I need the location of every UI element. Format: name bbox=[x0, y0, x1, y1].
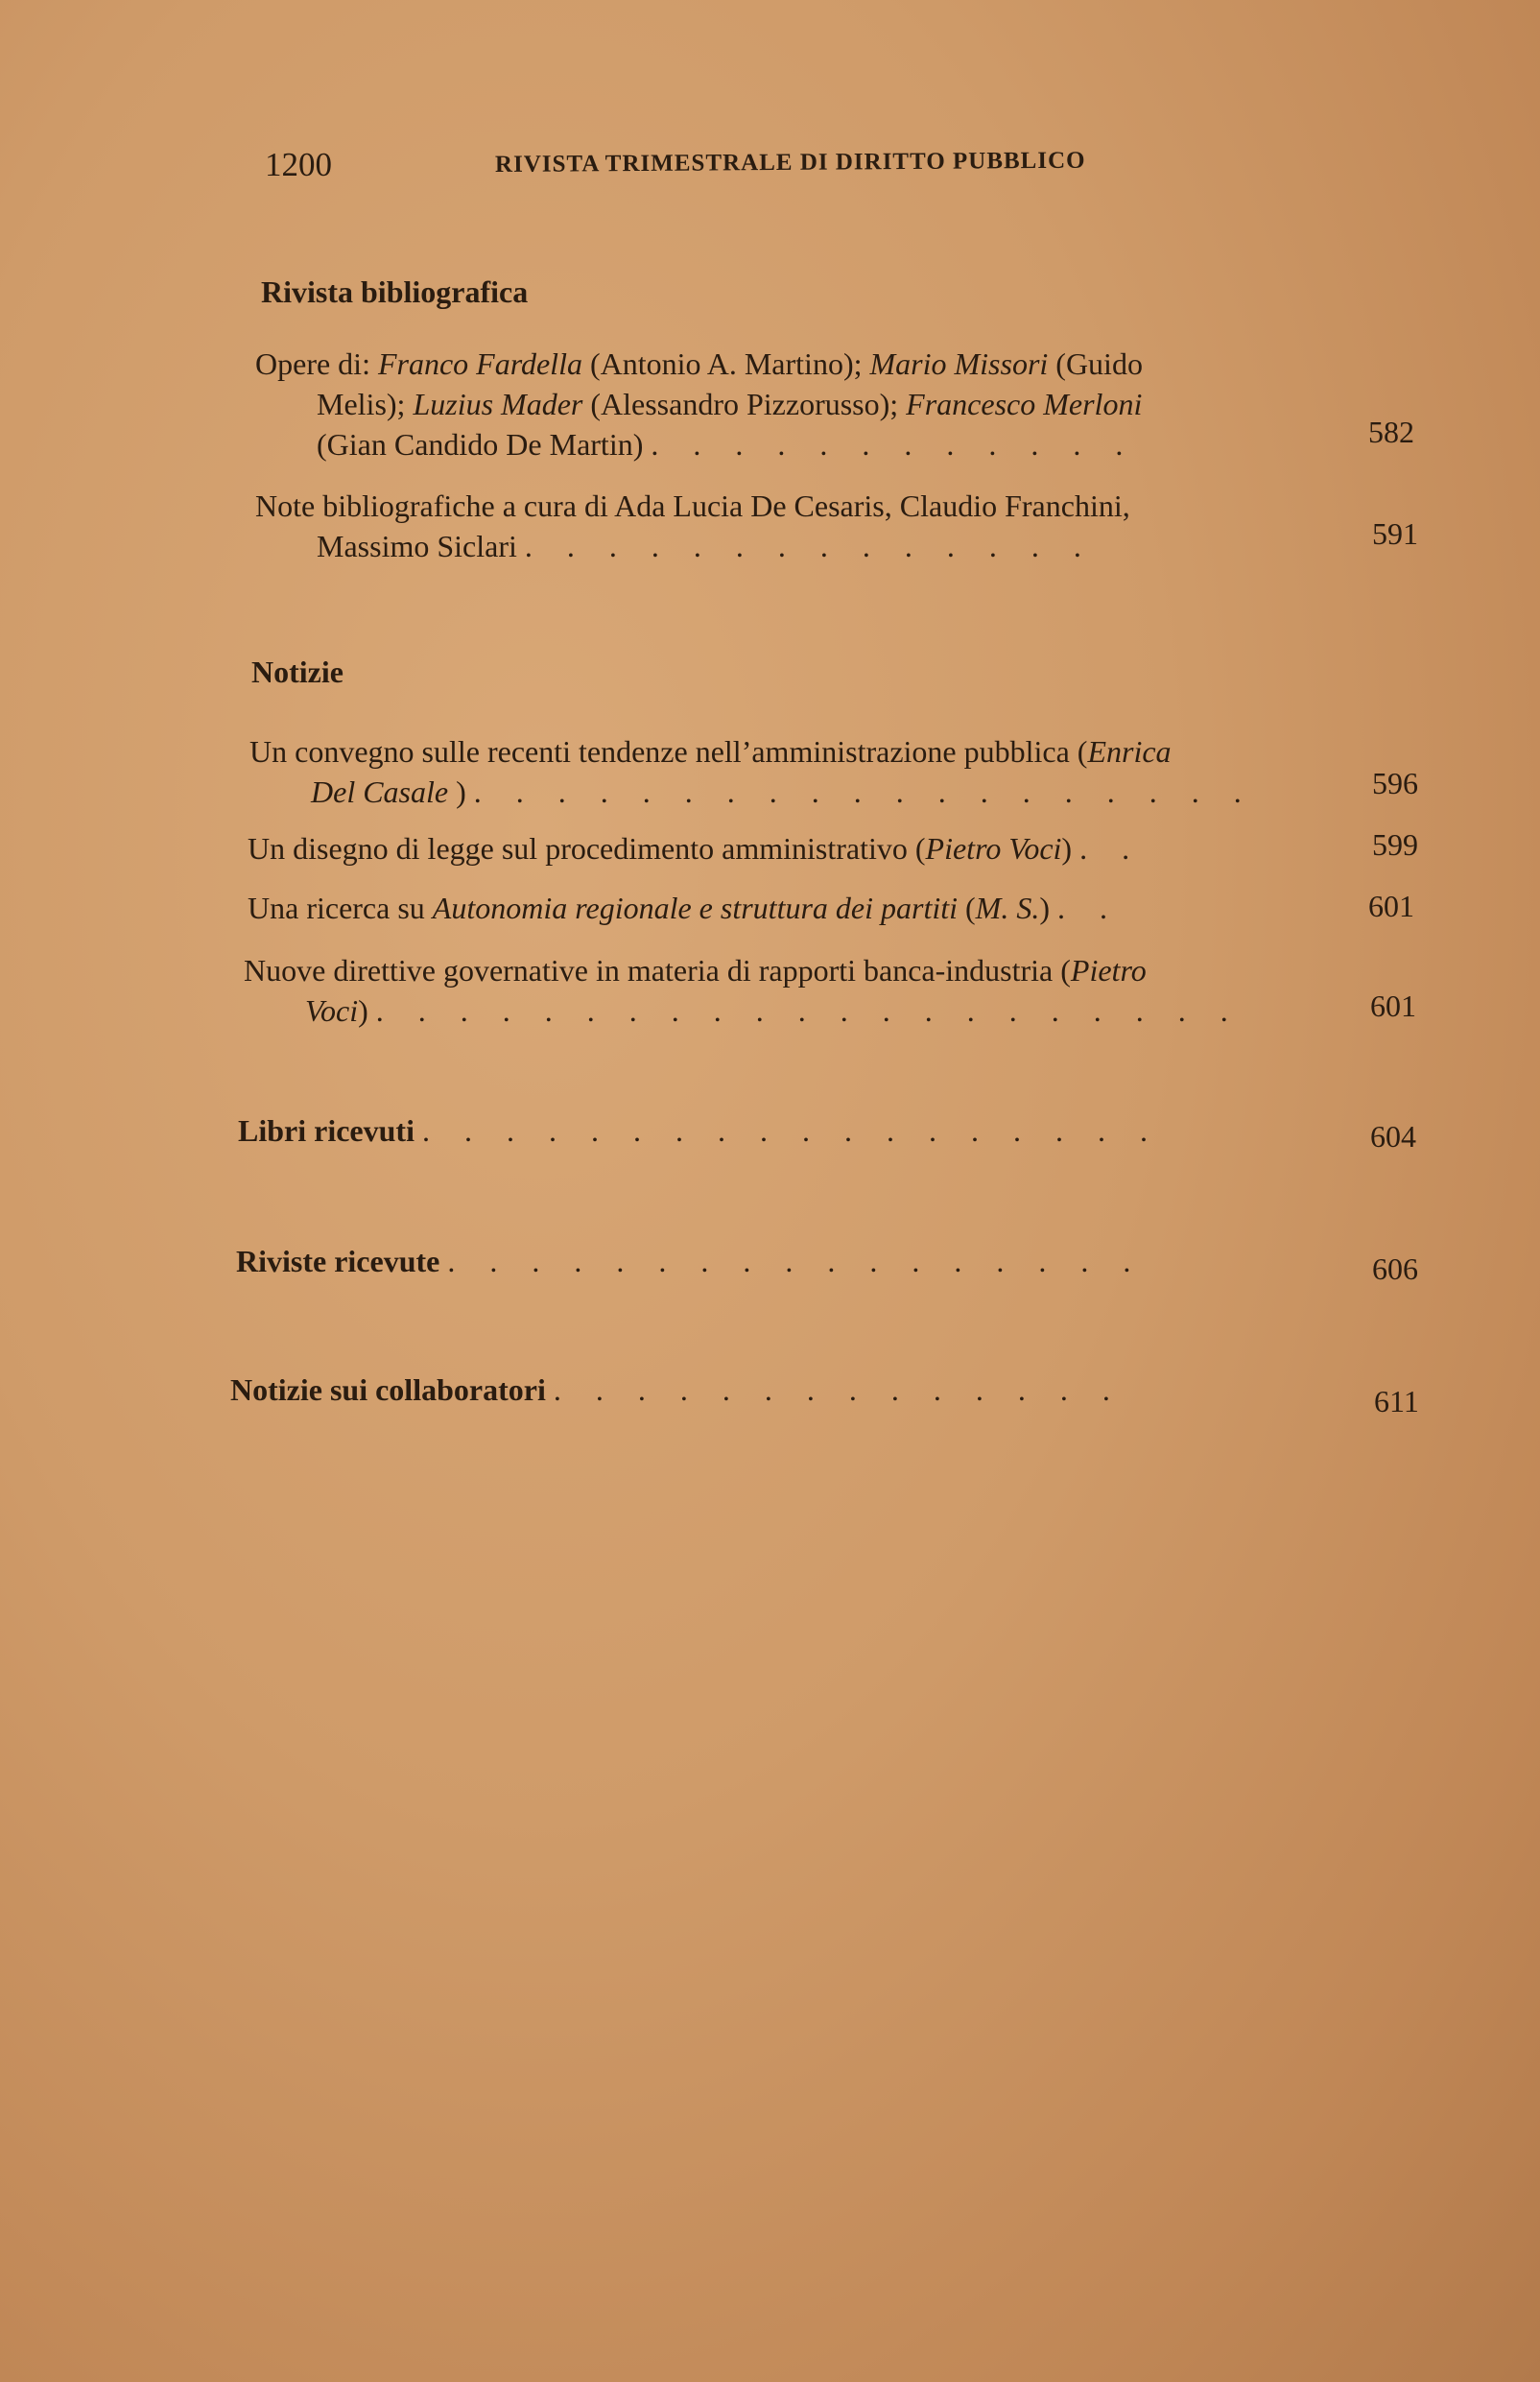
page-number: 1200 bbox=[265, 146, 332, 183]
section-heading-notizie: Notizie bbox=[251, 655, 344, 689]
toc-entry-opere bbox=[255, 344, 1330, 464]
toc-entry-disegno: Un disegno di legge sul procedimento amministrativo (Pietro Voci) . . bbox=[248, 831, 1144, 866]
toc-entry-riviste-ricevute: Riviste ricevute . . . . . . . . . . . . . . . . . bbox=[236, 1244, 1145, 1278]
section-heading-rivista-bibliografica: Rivista bibliografica bbox=[261, 274, 529, 309]
toc-entry-line: Un convegno sulle recenti tendenze nell’amministrazione pubblica (Enrica bbox=[249, 734, 1172, 769]
running-header: RIVISTA TRIMESTRALE DI DIRITTO PUBBLICO bbox=[494, 147, 1086, 178]
toc-page-number: 604 bbox=[1370, 1119, 1416, 1154]
toc-entry-line: Melis); Luzius Mader (Alessandro Pizzorusso); Francesco Merloni bbox=[317, 387, 1143, 421]
toc-page-number: 601 bbox=[1368, 889, 1414, 923]
toc-page-number: 599 bbox=[1372, 827, 1418, 862]
toc-entry-line: Massimo Siclari . . . . . . . . . . . . . . bbox=[317, 529, 1095, 563]
toc-entry-line: (Gian Candido De Martin) . . . . . . . . . . . . bbox=[317, 427, 1137, 462]
toc-page-number: 596 bbox=[1372, 766, 1418, 800]
toc-page-number: 582 bbox=[1368, 415, 1414, 449]
toc-page-number: 611 bbox=[1374, 1384, 1419, 1418]
toc-entry-line: Nuove direttive governative in materia di rapporti banca-industria (Pietro bbox=[244, 953, 1147, 988]
toc-entry-convegno bbox=[249, 731, 1334, 812]
toc-entry-note bbox=[255, 486, 1330, 566]
toc-entry-line: Voci) . . . . . . . . . . . . . . . . . . . . . bbox=[305, 993, 1242, 1028]
toc-page-number: 601 bbox=[1370, 989, 1416, 1023]
toc-entry-notizie-collaboratori: Notizie sui collaboratori . . . . . . . . . . . . . . bbox=[230, 1372, 1124, 1407]
toc-entry-line: Opere di: Franco Fardella (Antonio A. Martino); Mario Missori (Guido bbox=[255, 346, 1143, 381]
toc-entry-line: Del Casale ) . . . . . . . . . . . . . . . . . . . bbox=[311, 774, 1255, 809]
toc-entry-line: Note bibliografiche a cura di Ada Lucia De Cesaris, Claudio Franchini, bbox=[255, 488, 1130, 523]
toc-page-number: 606 bbox=[1372, 1251, 1418, 1286]
toc-page-number: 591 bbox=[1372, 516, 1418, 551]
toc-entry-direttive bbox=[244, 950, 1338, 1031]
toc-entry-libri-ricevuti: Libri ricevuti . . . . . . . . . . . . . . . . . . bbox=[238, 1113, 1161, 1148]
toc-entry-ricerca: Una ricerca su Autonomia regionale e struttura dei partiti (M. S.) . . bbox=[248, 891, 1121, 925]
